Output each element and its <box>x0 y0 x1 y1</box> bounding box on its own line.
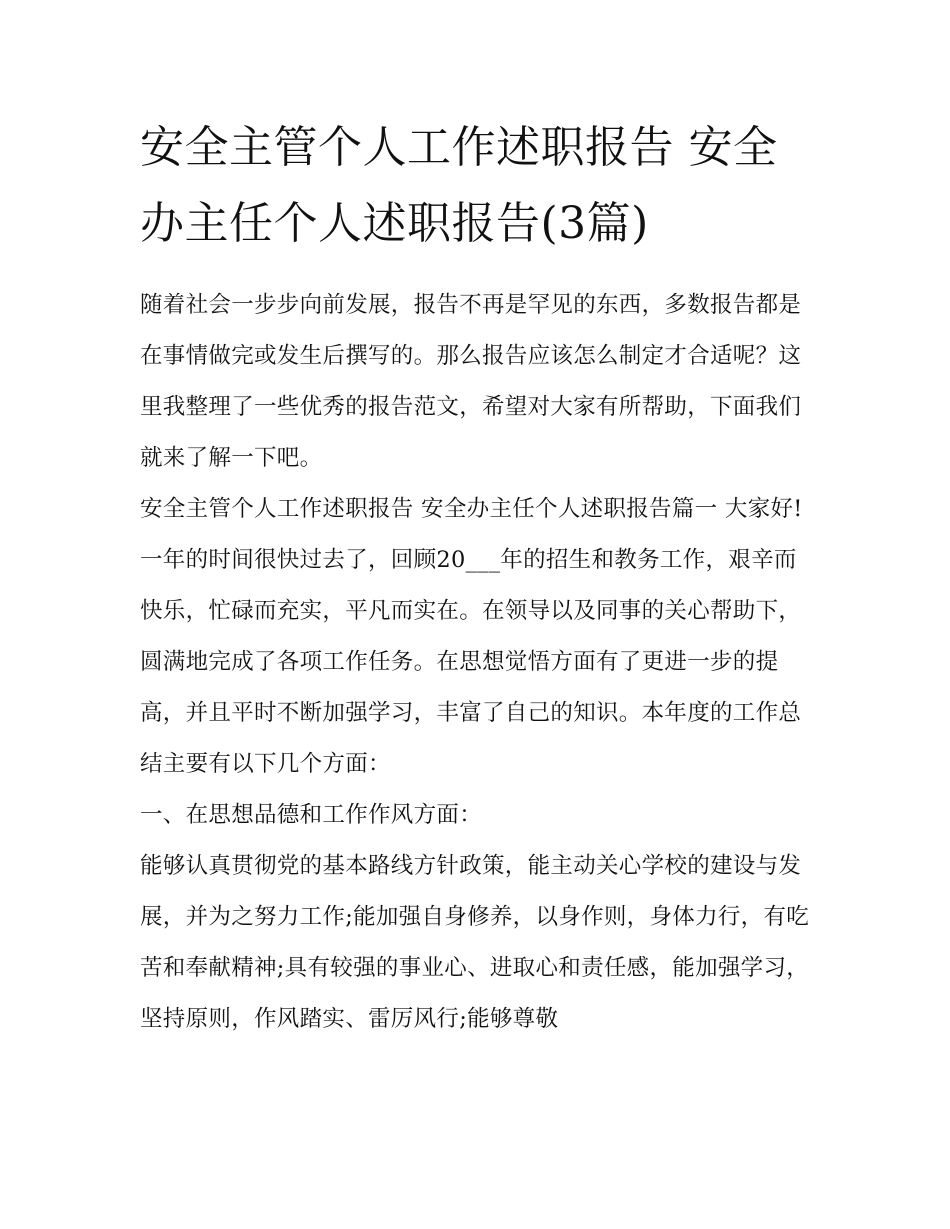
body-paragraph: 一年的时间很快过去了，回顾20___年的招生和教务工作，艰辛而快乐，忙碌而充实，平凡而实在。在领导以及同事的关心帮助下，圆满地完成了各项工作任务。在思想觉悟方面有了更进一步的提高，并且平时不断加强学习，丰富了自己的知识。本年度的工作总结主要有以下几个方面： <box>140 547 802 777</box>
subheading-paragraph: 一、在思想品德和工作作风方面： <box>140 802 483 828</box>
intro-paragraph: 随着社会一步步向前发展，报告不再是罕见的东西，多数报告都是在事情做完或发生后撰写的。那么报告应该怎么制定才合适呢？这里我整理了一些优秀的报告范文，希望对大家有所帮助，下面我们就来了解一下吧。 <box>140 292 802 471</box>
section-heading-paragraph: 安全主管个人工作述职报告 安全办主任个人述职报告篇一 大家好! <box>140 496 803 522</box>
body-paragraph: 能够认真贯彻党的基本路线方针政策，能主动关心学校的建设与发展，并为之努力工作;能加强自身修养，以身作则，身体力行，有吃苦和奉献精神;具有较强的事业心、进取心和责任感，能加强学习，坚持原则，作风踏实、雷厉风行;能够尊敬 <box>140 853 810 1032</box>
document-body <box>140 110 815 1045</box>
document-title: 安全主管个人工作述职报告 安全办主任个人述职报告(3篇) <box>140 122 778 249</box>
